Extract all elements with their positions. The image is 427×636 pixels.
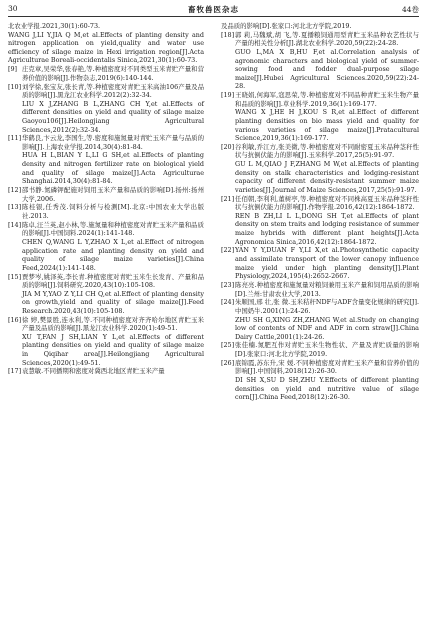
reference-number: [13] bbox=[8, 203, 22, 212]
reference-entry bbox=[221, 31, 419, 91]
reference-body bbox=[8, 186, 204, 203]
reference-body bbox=[221, 143, 419, 195]
reference-text-en: WANG X J,HE H J,KOU S R,et al.Effect of different planting densities on bio mass yield and quality for various varieties of silage maize[J].Pratacultural Science,2019,36(1):169-177. bbox=[235, 108, 419, 143]
reference-body bbox=[8, 316, 204, 368]
reference-text-en: DI SH X,SU D SH,ZHU Y.Effects of different planting densities on yield and nutritive value of silage corn[J].China Feed,2018(12):26-30. bbox=[235, 376, 419, 402]
header-rule bbox=[8, 16, 419, 17]
reference-entry bbox=[221, 195, 419, 247]
reference-body bbox=[8, 22, 204, 65]
reference-body bbox=[8, 65, 204, 82]
reference-text-zh: 陈卓,汪兰英,赵小林,等.施氮量和种植密度对青贮玉米产量和品质的影响[J].中国饲料.2024(1):141-148. bbox=[22, 220, 204, 238]
running-header bbox=[8, 2, 419, 16]
reference-entry bbox=[8, 22, 204, 65]
reference-number: [19] bbox=[221, 91, 235, 100]
reference-text-en: CHEN Q,WANG L Y,ZHAO X L,et al.Effect of nitrogen application rate and planting density on yield and quality of silage maize varieties[J].China Feed,2024(1):141-148. bbox=[22, 237, 204, 272]
reference-number: [26] bbox=[221, 358, 235, 367]
reference-entry bbox=[221, 91, 419, 143]
reference-text-zh: 袁慧敏.不同播期和密度对冀西北地区青贮玉米产量 bbox=[22, 367, 165, 376]
reference-number: [9] bbox=[8, 65, 18, 74]
reference-entry bbox=[221, 246, 419, 280]
reference-text-zh: 王晓娟,何海军,寇思荣,等.种植密度对不同品种青贮玉米生物产量和品质的影响[J].草业科学.2019,36(1):169-177. bbox=[235, 91, 419, 108]
reference-entry bbox=[8, 186, 204, 203]
reference-text-zh: 谷利敏,乔江方,张美微,等.种植密度对不同耐密夏玉米品种茎秆性状与抗倒伏能力的影响[J].玉米科学.2017,25(5):91-97. bbox=[235, 142, 419, 160]
reference-entry bbox=[8, 134, 204, 186]
reference-entry bbox=[221, 298, 419, 341]
reference-text-en: GU L M,QIAO J F,ZHANG M W,et al.Effects of planting density on stalk characteristics and lodging-resistant capacity of different density-resistant summer maize varieties[J].Journal of Maize Sciences,2017,25(5):91-97. bbox=[235, 160, 419, 194]
references-column-right bbox=[221, 22, 419, 402]
reference-text-en: ZHU SH G,XING ZH,ZHANG W,et al.Study on changing low of contents of NDF and ADF in corn straw[J].China Dairy Cattle,2001(1):24-26. bbox=[235, 315, 419, 341]
reference-body bbox=[8, 203, 204, 220]
reference-body bbox=[221, 22, 419, 31]
reference-text-en: HUA H L,BIAN Y L,LI G SH,et al.Effects of planting density and nitrogen fertilizer rate on biological yield and quality of silage maize[J].Acta Agriculturae Shanghai.2014,30(4):81-84. bbox=[22, 151, 204, 186]
reference-text-zh: 郭 莉,马魏斌,胡 飞,等.夏播粮饲通用型青贮玉米品种农艺性状与产量的相关性分析[J].湖北农业科学.2020,59(22):24-28. bbox=[235, 30, 419, 48]
reference-text-zh: 张佳楠.氮肥互作对青贮玉米生物性状、产量及青贮质量的影响[D].张家口:河北北方学院,2019. bbox=[235, 341, 419, 359]
reference-entry bbox=[8, 367, 204, 376]
reference-body bbox=[221, 31, 419, 91]
reference-entry bbox=[8, 316, 204, 368]
reference-entry bbox=[8, 221, 204, 273]
reference-entry bbox=[221, 143, 419, 195]
reference-entry bbox=[8, 65, 204, 82]
reference-number: [21] bbox=[221, 194, 235, 203]
reference-number: [11] bbox=[8, 134, 22, 143]
reference-text-en: GUO L,MA X B,HU F,et al.Correlation analysis of agronomic characters and biological yield of summer-sowing food and fodder dual-purpose silage maize[J].Hubei Agricultural Sciences.2020,59(22):24-28. bbox=[235, 47, 419, 91]
reference-body bbox=[8, 221, 204, 273]
reference-number: [15] bbox=[8, 272, 22, 281]
reference-entry bbox=[221, 341, 419, 358]
reference-text-zh: 北农业学报.2021,30(1):60-73. bbox=[8, 22, 101, 30]
reference-number: [12] bbox=[8, 186, 22, 195]
reference-text-zh: 陈桂银,任秀茂.饲料分析与检测[M].北京:中国农业大学出版社.2013. bbox=[22, 203, 204, 220]
reference-text-en: LIU X J,ZHANG B L,ZHANG CH Y,et al.Effects of different densities on yield and quality of silage maize Gaoyou106[J].Heilongjiang Agricultural Sciences,2012(2):32-34. bbox=[22, 99, 204, 134]
reference-entry bbox=[8, 273, 204, 316]
reference-body bbox=[8, 273, 204, 316]
reference-body bbox=[221, 91, 419, 143]
reference-body bbox=[221, 281, 419, 298]
reference-number: [22] bbox=[221, 246, 235, 255]
reference-number: [16] bbox=[8, 315, 22, 324]
reference-body bbox=[8, 134, 204, 186]
reference-text-zh: 邵书静.氮磷钾配施对饲用玉米产量和品质的影响[D].扬州:扬州大学,2006. bbox=[22, 186, 204, 203]
reference-body bbox=[8, 367, 204, 376]
reference-text-zh: 陈亮亮.种植密度和施氮量对粮饲兼用玉米产量和饲用品质的影响[D].兰州:甘肃农业大学,2013. bbox=[235, 280, 419, 298]
reference-number: [20] bbox=[221, 142, 235, 151]
reference-text-zh: 任佰朝,李利利,董树亭,等.种植密度对不同株高夏玉米品种茎秆性状与抗倒伏能力的影响[J].作物学报.2016,42(12):1864-1872. bbox=[235, 194, 419, 212]
reference-entry bbox=[8, 203, 204, 220]
reference-text-en: REN B ZH,LI L L,DONG SH T,et al.Effects of plant density on stem traits and lodging resistance of summer maize hybrids with different plant heights[J].Acta Agronomica Sinica,2016,42(12):1864-1872. bbox=[235, 211, 419, 246]
reference-number: [10] bbox=[8, 82, 22, 91]
reference-body bbox=[221, 195, 419, 247]
reference-body bbox=[8, 83, 204, 135]
reference-body bbox=[221, 246, 419, 280]
reference-text-zh: 底锦霞,苏东升,宋 媛.不同种植密度对青贮玉米产量和营养价值的影响[J].中国饲料,2018(12):26-30. bbox=[235, 358, 419, 376]
reference-entry bbox=[8, 83, 204, 135]
reference-entry bbox=[221, 359, 419, 402]
volume-label: 44卷 bbox=[401, 5, 419, 14]
reference-entry bbox=[221, 281, 419, 298]
reference-text-zh: 徐 婷,樊景胜,连永利,等.不同种植密度对齐齐哈尔地区青贮玉米产量及品质的影响[J].黑龙江农业科学.2020(1):49-51. bbox=[22, 315, 204, 333]
references-column-left bbox=[8, 22, 204, 376]
reference-text-zh: 庄克章,吴荣华,张春艳,等.种植密度对不同类型玉米青贮产量和营养价值的影响[J].作物杂志,2019(6):140-144. bbox=[22, 65, 204, 82]
reference-text-zh: 刘学徐,张宝友,张长青,等.种植密度对青贮玉米高油106产量及品质的影响[J].黑龙江农业科学.2012(2):32-34. bbox=[22, 82, 204, 100]
page-number: 30 bbox=[8, 4, 18, 13]
reference-entry bbox=[221, 22, 419, 31]
reference-number: [17] bbox=[8, 367, 22, 376]
reference-text-zh: 及品质的影响[D].张家口:河北北方学院,2019. bbox=[221, 22, 352, 30]
reference-text-en: JIA M Y,YAO Z Y,LI CH Q,et al.Effect of planting density on growth,yield and quality of silage maize[J].Feed Research.2020,43(10):105-108. bbox=[22, 289, 204, 315]
reference-body bbox=[221, 341, 419, 358]
reference-text-en: WANG J,LI Y,JIA Q M,et al.Effects of planting density and nitrogen application on yield,quality and water use efficiency of silage maize in Hexi irrigation region[J].Acta Agriculturae Boreali-occidentalis Sinica,2021,30(1):60-73. bbox=[8, 30, 204, 65]
reference-number: [25] bbox=[221, 341, 235, 350]
reference-text-zh: 华鹤良,卞云龙,李国生,等.密度和施氮量对青贮玉米产量与品质的影响[J].上海农业学报.2014,30(4):81-84. bbox=[22, 134, 204, 151]
reference-text-zh: 贾梦岑,姚泽英,李长青.种植密度对青贮玉米生长发育、产量和品质的影响[J].饲料研究.2020,43(10):105-108. bbox=[22, 272, 204, 290]
reference-text-en: XU T,FAN J SH,LIAN Y L,et al.Effects of different planting densities on yield and quality of silage maize in Qiqihar area[J].Heilongjiang Agricultural Sciences,2020(1):49-51. bbox=[22, 332, 204, 367]
reference-number: [14] bbox=[8, 220, 22, 229]
reference-body bbox=[221, 298, 419, 341]
journal-title: 畜牧兽医杂志 bbox=[188, 5, 239, 14]
reference-number: [23] bbox=[221, 280, 235, 289]
reference-number: [18] bbox=[221, 30, 235, 39]
reference-text-zh: 朱顺国,邢 壮,张 微.玉米秸秆NDF与ADF含量变化规律的研究[J].中国奶牛.2001(1):24-26. bbox=[235, 298, 419, 315]
reference-text-en: YAN Y Y,DUAN F Y,LI X,et al.Photosynthetic capacity and assimilate transport of the lower canopy influence maize yield under high planting density[J].Plant Physiology,2024,195(4):2652-2667. bbox=[235, 246, 419, 281]
reference-body bbox=[221, 359, 419, 402]
reference-number: [24] bbox=[221, 298, 235, 307]
